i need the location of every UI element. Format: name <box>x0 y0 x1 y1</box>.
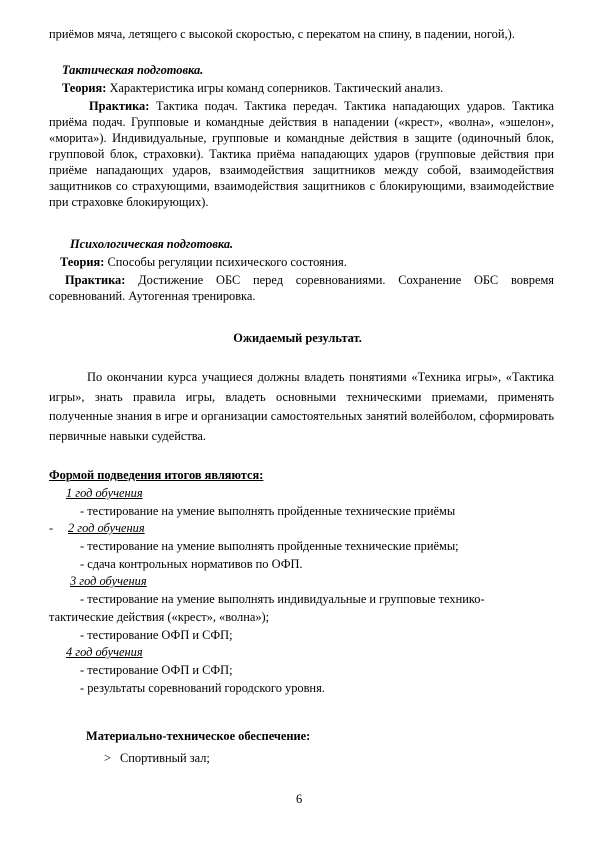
year3-item2: - тестирование ОФП и СФП; <box>80 628 233 642</box>
psych-practice-label: Практика: <box>65 273 126 287</box>
year1-item1: - тестирование на умение выполнять пройденные технические приёмы <box>80 504 456 518</box>
year2-label: 2 год обучения <box>68 521 145 535</box>
year3-label: 3 год обучения <box>70 574 147 588</box>
expected-heading: Ожидаемый результат. <box>233 331 362 345</box>
tactical-practice-text: Тактика подач. Тактика передач. Тактика нападающих ударов. Тактика приёма подач. Групповые и командные действия в нападении («крест», «волна», «эшелон», «морита»). Индивидуальные, групповые и командные действия в защите (одиночный блок, групповой блок, страховки). Тактика приёма нападающих ударов (групповые действия при приёме нападающих ударов, взаимодействия защитников между собой, взаимодействия защитников со страхующими, взаимодействия защитников с блокирующими, взаимодействие при страховке блокирующих). <box>49 99 554 209</box>
tactical-practice-label: Практика: <box>89 99 150 113</box>
psych-heading: Психологическая подготовка. <box>70 237 234 251</box>
psych-practice-text: Достижение ОБС перед соревнованиями. Сохранение ОБС вовремя соревнований. Аутогенная тренировка. <box>49 273 554 303</box>
year2-dash: - <box>49 521 54 535</box>
year4-label: 4 год обучения <box>66 645 143 659</box>
tactical-theory <box>62 80 443 96</box>
psych-theory <box>60 254 347 270</box>
psych-theory-text: Способы регуляции психического состояния. <box>104 255 347 269</box>
year4-item2: - результаты соревнований городского уровня. <box>80 681 325 695</box>
tactical-practice <box>49 98 554 210</box>
psych-practice <box>49 272 554 304</box>
year4-item1: - тестирование ОФП и СФП; <box>80 663 233 677</box>
year2-item2: - сдача контрольных нормативов по ОФП. <box>80 557 303 571</box>
assessment-heading: Формой подведения итогов являются: <box>49 468 264 482</box>
top-paragraph: приёмов мяча, летящего с высокой скоростью, с перекатом на спину, в падении, ногой,). <box>49 27 515 41</box>
expected-paragraph: По окончании курса учащиеся должны владеть понятиями «Техника игры», «Тактика игры», знать правила игры, владеть основными техническими приемами, применять полученные знания в игре и организации самостоятельных занятий волейболом, сформировать первичные навыки судейства. <box>49 370 554 443</box>
tactical-heading: Тактическая подготовка. <box>62 63 204 77</box>
material-bullet-icon: > <box>104 751 111 765</box>
year1-label: 1 год обучения <box>66 486 143 500</box>
material-heading: Материально-техническое обеспечение: <box>86 729 311 743</box>
page-number: 6 <box>296 792 303 806</box>
material-item1: Спортивный зал; <box>120 751 210 765</box>
year2-item1: - тестирование на умение выполнять пройденные технические приёмы; <box>80 539 459 553</box>
tactical-theory-text: Характеристика игры команд соперников. Тактический анализ. <box>106 81 444 95</box>
psych-theory-label: Теория: <box>60 255 105 269</box>
year3-item1-line2: тактические действия («крест», «волна»); <box>49 610 270 624</box>
tactical-theory-label: Теория: <box>62 81 107 95</box>
year3-item1-line1: - тестирование на умение выполнять индивидуальные и групповые технико- <box>80 592 485 606</box>
